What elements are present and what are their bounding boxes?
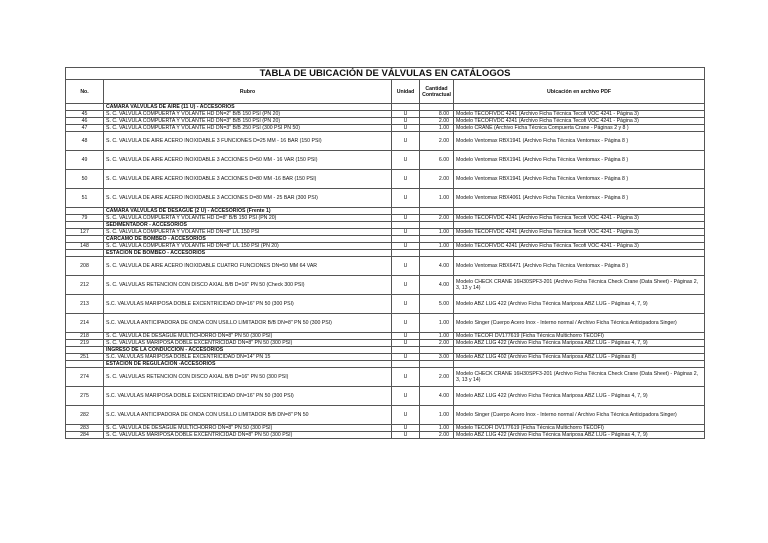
- table-row: [66, 387, 705, 406]
- item-rubro: S.C. VALVULAS MARIPOSA DOBLE EXCENTRICIDAD DN=16" PN 50 (300 PSI): [104, 295, 392, 314]
- item-quantity: 5.00: [420, 295, 454, 314]
- item-unit: U: [392, 257, 420, 276]
- item-pdf-location: Modelo ABZ LUG 422 (Archivo Ficha Técnica Mariposa ABZ LUG - Páginas 4, 7, 9): [454, 295, 705, 314]
- section-loc-cell: [454, 104, 705, 111]
- item-unit: U: [392, 314, 420, 333]
- section-qty-cell: [420, 104, 454, 111]
- item-number: 50: [66, 170, 104, 189]
- table-row: [66, 276, 705, 295]
- item-quantity: 3.00: [420, 354, 454, 361]
- section-loc-cell: [454, 222, 705, 229]
- section-row: [66, 222, 705, 229]
- item-rubro: S. C. VALVULAS MARIPOSA DOBLE EXCENTRICIDAD DN=8" PN 50 (300 PSI): [104, 432, 392, 439]
- table-title: TABLA DE UBICACIÓN DE VÁLVULAS EN CATÁLOGOS: [66, 68, 705, 80]
- section-title: CARCAMO DE BOMBEO - ACCESORIOS: [104, 236, 392, 243]
- item-unit: U: [392, 340, 420, 347]
- table-row: [66, 125, 705, 132]
- item-number: 148: [66, 243, 104, 250]
- item-pdf-location: Modelo TECOFIVDC 4241 (Archivo Ficha Técnica Tecofi VOC 4241 - Página 3): [454, 111, 705, 118]
- item-quantity: 1.00: [420, 314, 454, 333]
- item-quantity: 4.00: [420, 387, 454, 406]
- item-pdf-location: Modelo TECOFI DV177619 (Ficha Técnica Multichorro TECOFI): [454, 333, 705, 340]
- item-pdf-location: Modelo ABZ LUG 422 (Archivo Ficha Técnica Mariposa ABZ LUG - Páginas 4, 7, 9): [454, 387, 705, 406]
- section-unit-cell: [392, 208, 420, 215]
- item-pdf-location: Modelo Ventomax RBX1941 (Archivo Ficha Técnica Ventomax - Página 8 ): [454, 151, 705, 170]
- item-number: 251: [66, 354, 104, 361]
- section-no-cell: [66, 250, 104, 257]
- item-pdf-location: Modelo TECOFI DV177619 (Ficha Técnica Multichorro TECOFI): [454, 425, 705, 432]
- item-rubro: S. C. VALVULAS MARIPOSA DOBLE EXCENTRICIDAD DN=8" PN 50 (300 PSI): [104, 340, 392, 347]
- item-rubro: S. C. VALVULA DE AIRE ACERO INOXIDABLE 3 ACCIONES D=80 MM - 25 BAR (300 PSI): [104, 189, 392, 208]
- item-rubro: S. C. VALVULA COMPUERTA Y VOLANTE HD D=8" B/B 150 PSI (PN 20): [104, 215, 392, 222]
- item-unit: U: [392, 151, 420, 170]
- section-title: ESTACION DE REGULACION -ACCESORIOS: [104, 361, 392, 368]
- section-row: [66, 208, 705, 215]
- item-rubro: S. C. VALVULA COMPUERTA Y VOLANTE HD DN=3" B/B 250 PSI (300 PSI PN 50): [104, 125, 392, 132]
- section-unit-cell: [392, 250, 420, 257]
- header-ubicacion: Ubicación en archivo PDF: [454, 80, 705, 104]
- item-pdf-location: Modelo TECOFIVDC 4241 (Archivo Ficha Técnica Tecofi VOC 4241 - Página 3): [454, 229, 705, 236]
- item-unit: U: [392, 243, 420, 250]
- item-pdf-location: Modelo CHECK CRANE 16H30SPF3-201 (Archivo Ficha Técnica Check Crane (Data Sheet) - Páginas 2, 3, 13 y 14): [454, 276, 705, 295]
- section-unit-cell: [392, 222, 420, 229]
- section-loc-cell: [454, 208, 705, 215]
- item-unit: U: [392, 425, 420, 432]
- item-rubro: S. C. VALVULA COMPUERTA Y VOLANTE HD DN=2" B/B 150 PSI (PN 20): [104, 111, 392, 118]
- item-quantity: 8.00: [420, 111, 454, 118]
- item-pdf-location: Modelo TECOFIVDC 4241 (Archivo Ficha Técnica Tecofi VOC 4241 - Página 3): [454, 243, 705, 250]
- item-quantity: 1.00: [420, 125, 454, 132]
- item-quantity: 2.00: [420, 118, 454, 125]
- item-quantity: 1.00: [420, 229, 454, 236]
- item-rubro: S. C. VALVULA COMPUERTA Y VOLANTE HD DN=8" L/L 150 PSI: [104, 229, 392, 236]
- item-unit: U: [392, 354, 420, 361]
- section-title: SEDIMENTADOR - ACCESORIOS: [104, 222, 392, 229]
- item-number: 212: [66, 276, 104, 295]
- item-pdf-location: Modelo ABZ LUG 422 (Archivo Ficha Técnica Mariposa ABZ LUG - Páginas 4, 7, 9): [454, 340, 705, 347]
- item-unit: U: [392, 406, 420, 425]
- item-number: 127: [66, 229, 104, 236]
- section-qty-cell: [420, 236, 454, 243]
- item-quantity: 6.00: [420, 151, 454, 170]
- item-pdf-location: Modelo Ventomax RBX1941 (Archivo Ficha Técnica Ventomax - Página 8 ): [454, 132, 705, 151]
- section-qty-cell: [420, 208, 454, 215]
- table-row: [66, 243, 705, 250]
- table-body: [66, 104, 705, 439]
- item-rubro: S. C. VALVULA COMPUERTA Y VOLANTE HD DN=3" B/B 150 PSI (PN 20): [104, 118, 392, 125]
- table-row: [66, 406, 705, 425]
- item-unit: U: [392, 368, 420, 387]
- item-number: 51: [66, 189, 104, 208]
- item-rubro: S.C. VALVULA ANTICIPADORA DE ONDA CON USILLO LIMITADOR B/B DN=8" PN 50 (300 PSI): [104, 314, 392, 333]
- table-row: [66, 368, 705, 387]
- item-pdf-location: Modelo CRANE (Archivo Ficha Técnica Compuerta Crane - Páginas 2 y 8 ): [454, 125, 705, 132]
- item-number: 274: [66, 368, 104, 387]
- section-row: [66, 104, 705, 111]
- section-unit-cell: [392, 104, 420, 111]
- item-quantity: 1.00: [420, 243, 454, 250]
- section-unit-cell: [392, 347, 420, 354]
- item-pdf-location: Modelo Singer (Cuerpo Acero Inox - Interno normal / Archivo Ficha Técnica Anticipadora Singer): [454, 406, 705, 425]
- table-row: [66, 111, 705, 118]
- item-pdf-location: Modelo TECOFIVDC 4241 (Archivo Ficha Técnica Tecofi VOC 4241 - Página 3): [454, 215, 705, 222]
- item-number: 208: [66, 257, 104, 276]
- section-no-cell: [66, 208, 104, 215]
- section-no-cell: [66, 236, 104, 243]
- table-row: [66, 432, 705, 439]
- item-quantity: 1.00: [420, 425, 454, 432]
- item-rubro: S. C. VALVULA DE DESAGUE MULTICHORRO DN=8" PN 50 (300 PSI): [104, 333, 392, 340]
- item-quantity: 1.00: [420, 333, 454, 340]
- item-rubro: S. C. VALVULAS RETENCION CON DISCO AXIAL B/B D=16" PN 50 (Check 300 PSI): [104, 276, 392, 295]
- item-quantity: 1.00: [420, 406, 454, 425]
- item-number: 283: [66, 425, 104, 432]
- table-row: [66, 170, 705, 189]
- table-row: [66, 257, 705, 276]
- section-loc-cell: [454, 347, 705, 354]
- table-row: [66, 314, 705, 333]
- item-quantity: 4.00: [420, 257, 454, 276]
- table-row: [66, 333, 705, 340]
- table-row: [66, 295, 705, 314]
- item-quantity: 2.00: [420, 340, 454, 347]
- table-row: [66, 229, 705, 236]
- item-number: 219: [66, 340, 104, 347]
- item-unit: U: [392, 189, 420, 208]
- item-pdf-location: Modelo ABZ LUG 422 (Archivo Ficha Técnica Mariposa ABZ LUG - Páginas 4, 7, 9): [454, 432, 705, 439]
- item-number: 218: [66, 333, 104, 340]
- item-quantity: 4.00: [420, 276, 454, 295]
- valve-catalog-sheet: [65, 67, 704, 439]
- section-no-cell: [66, 361, 104, 368]
- section-qty-cell: [420, 347, 454, 354]
- header-rubro: Rubro: [104, 80, 392, 104]
- section-no-cell: [66, 104, 104, 111]
- item-quantity: 2.00: [420, 170, 454, 189]
- section-row: [66, 236, 705, 243]
- item-quantity: 1.00: [420, 189, 454, 208]
- header-no: No.: [66, 80, 104, 104]
- item-pdf-location: Modelo TECOFIVDC 4241 (Archivo Ficha Técnica Tecofi VOC 4241 - Página 3): [454, 118, 705, 125]
- table-row: [66, 151, 705, 170]
- item-pdf-location: Modelo Ventomax RBX6471 (Archivo Ficha Técnica Ventomax - Página 8 ): [454, 257, 705, 276]
- item-pdf-location: Modelo CHECK CRANE 16H30SPF3-201 (Archivo Ficha Técnica Check Crane (Data Sheet) - Páginas 2, 3, 13 y 14): [454, 368, 705, 387]
- section-no-cell: [66, 222, 104, 229]
- table-row: [66, 354, 705, 361]
- table-row: [66, 340, 705, 347]
- item-rubro: S. C. VALVULA DE AIRE ACERO INOXIDABLE 3 ACCIONES D=80 MM -16 BAR (150 PSI): [104, 170, 392, 189]
- item-unit: U: [392, 125, 420, 132]
- section-unit-cell: [392, 361, 420, 368]
- item-pdf-location: Modelo Singer (Cuerpo Acero Inox - Interno normal / Archivo Ficha Técnica Anticipadora Singer): [454, 314, 705, 333]
- valve-location-table: [65, 67, 705, 439]
- item-number: 45: [66, 111, 104, 118]
- section-qty-cell: [420, 250, 454, 257]
- item-unit: U: [392, 229, 420, 236]
- item-rubro: S.C. VALVULA ANTICIPADORA DE ONDA CON USILLO LIMITADOR B/B DN=8" PN 50: [104, 406, 392, 425]
- item-quantity: 2.00: [420, 215, 454, 222]
- section-title: ESTACION DE BOMBEO - ACCESORIOS: [104, 250, 392, 257]
- item-quantity: 2.00: [420, 368, 454, 387]
- table-row: [66, 189, 705, 208]
- item-pdf-location: Modelo Ventomax RBX4061 (Archivo Ficha Técnica Ventomax - Página 8 ): [454, 189, 705, 208]
- item-unit: U: [392, 276, 420, 295]
- item-number: 46: [66, 118, 104, 125]
- section-row: [66, 361, 705, 368]
- item-quantity: 2.00: [420, 132, 454, 151]
- item-number: 275: [66, 387, 104, 406]
- item-pdf-location: Modelo ABZ LUG 402 (Archivo Ficha Técnica Mariposa ABZ LUG - Páginas 8): [454, 354, 705, 361]
- section-unit-cell: [392, 236, 420, 243]
- item-number: 79: [66, 215, 104, 222]
- item-rubro: S. C. VALVULA DE AIRE ACERO INOXIDABLE 3 FUNCIONES D=25 MM - 16 BAR (150 PSI): [104, 132, 392, 151]
- item-number: 49: [66, 151, 104, 170]
- item-number: 214: [66, 314, 104, 333]
- item-rubro: S. C. VALVULA COMPUERTA Y VOLANTE HD DN=8" L/L 150 PSI (PN 20): [104, 243, 392, 250]
- section-qty-cell: [420, 361, 454, 368]
- item-number: 47: [66, 125, 104, 132]
- table-row: [66, 425, 705, 432]
- item-pdf-location: Modelo Ventomax RBX1941 (Archivo Ficha Técnica Ventomax - Página 8 ): [454, 170, 705, 189]
- item-unit: U: [392, 432, 420, 439]
- section-row: [66, 250, 705, 257]
- section-loc-cell: [454, 236, 705, 243]
- section-loc-cell: [454, 361, 705, 368]
- item-quantity: 2.00: [420, 432, 454, 439]
- item-rubro: S. C. VALVULAS RETENCION CON DISCO AXIAL B/B D=16" PN 50 (300 PSI): [104, 368, 392, 387]
- section-qty-cell: [420, 222, 454, 229]
- item-number: 213: [66, 295, 104, 314]
- item-rubro: S. C. VALVULA DE AIRE ACERO INOXIDABLE 3 ACCIONES D=50 MM - 16 VAR (150 PSI): [104, 151, 392, 170]
- header-unidad: Unidad: [392, 80, 420, 104]
- item-unit: U: [392, 111, 420, 118]
- table-row: [66, 118, 705, 125]
- item-unit: U: [392, 215, 420, 222]
- section-title: CAMARA VALVULAS DE DESAGUE (2 U) - ACCESORIOS (Frente 1): [104, 208, 392, 215]
- section-loc-cell: [454, 250, 705, 257]
- item-unit: U: [392, 295, 420, 314]
- table-row: [66, 215, 705, 222]
- item-number: 284: [66, 432, 104, 439]
- item-number: 282: [66, 406, 104, 425]
- item-unit: U: [392, 387, 420, 406]
- item-rubro: S.C. VALVULAS MARIPOSA DOBLE EXCENTRICIDAD DN=16" PN 50 (300 PSI): [104, 387, 392, 406]
- item-rubro: S.C. VALVULAS MARIPOSA DOBLE EXCENTRICIDAD DN=14" PN 15: [104, 354, 392, 361]
- item-unit: U: [392, 170, 420, 189]
- item-unit: U: [392, 118, 420, 125]
- section-title: CAMARA VALVULAS DE AIRE (11 U) - ACCESORIOS: [104, 104, 392, 111]
- item-unit: U: [392, 132, 420, 151]
- item-number: 48: [66, 132, 104, 151]
- table-row: [66, 132, 705, 151]
- item-unit: U: [392, 333, 420, 340]
- item-rubro: S. C. VALVULA DE AIRE ACERO INOXIDABLE CUATRO FUNCIONES DN=50 MM 64 VAR: [104, 257, 392, 276]
- section-row: [66, 347, 705, 354]
- section-no-cell: [66, 347, 104, 354]
- item-rubro: S. C. VALVULA DE DESAGUE MULTICHORRO DN=8" PN 50 (300 PSI): [104, 425, 392, 432]
- section-title: INGRESO DE LA CONDUCCION - ACCESORIOS: [104, 347, 392, 354]
- header-cantidad: Cantidad Contractual: [420, 80, 454, 104]
